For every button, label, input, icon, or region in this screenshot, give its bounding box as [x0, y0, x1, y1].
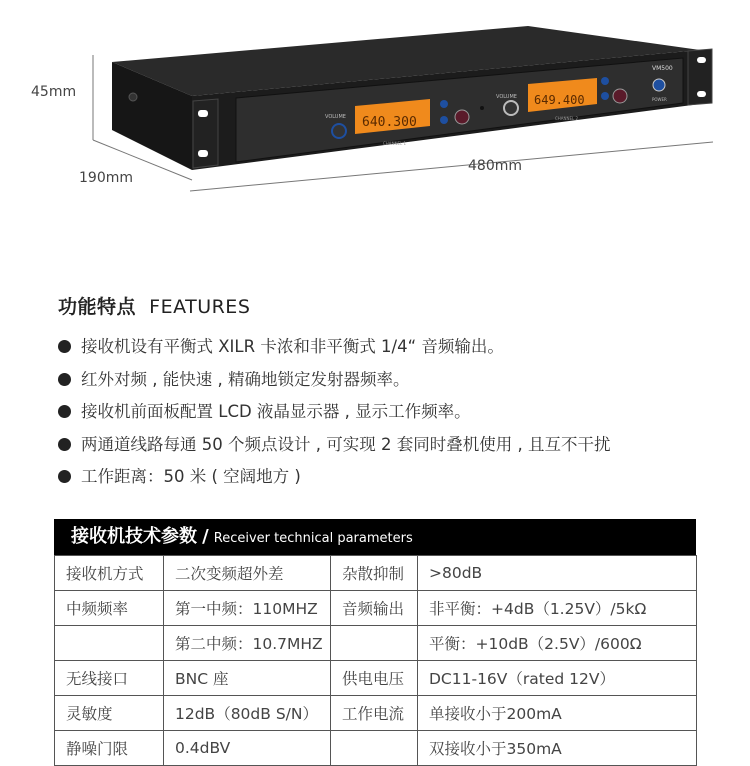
lcd-frequency-1: 640.300 [362, 115, 417, 130]
table-row [55, 731, 697, 766]
table-row [55, 661, 697, 696]
table-cell: 第二中频：10.7MHZ [164, 626, 331, 661]
features-list [58, 331, 718, 494]
height-dimension: 45mm [31, 84, 77, 100]
table-cell: 无线接口 [55, 661, 164, 696]
table-cell: 接收机方式 [55, 556, 164, 591]
bullet-icon [58, 438, 71, 451]
bullet-icon [58, 405, 71, 418]
bullet-icon [58, 373, 71, 386]
bullet-icon [58, 470, 71, 483]
specs-title-en: Receiver technical parameters [213, 531, 413, 546]
feature-item: 工作距离：50 米 ( 空阔地方 ) [58, 461, 718, 494]
volume-label-1: VOLUME [325, 114, 346, 120]
table-cell: 工作电流 [331, 696, 418, 731]
width-dimension: 480mm [468, 158, 522, 174]
table-row [55, 591, 697, 626]
bullet-icon [58, 340, 71, 353]
features-title [58, 292, 718, 319]
table-cell [55, 626, 164, 661]
feature-item: 接收机设有平衡式 XILR 卡浓和非平衡式 1/4“ 音频输出。 [58, 331, 718, 364]
power-label: POWER [652, 97, 667, 102]
table-row [55, 626, 697, 661]
rack-ear-left [193, 99, 218, 168]
features-section [58, 292, 718, 494]
power-button [653, 79, 665, 91]
specs-section [54, 519, 696, 766]
ir-sensor [480, 106, 484, 110]
features-title-en: FEATURES [149, 296, 251, 318]
down-button-1 [440, 116, 448, 124]
model-label: VM500 [652, 65, 673, 72]
table-cell: BNC 座 [164, 661, 331, 696]
table-cell: 杂散抑制 [331, 556, 418, 591]
up-button-2 [601, 77, 609, 85]
specs-table [54, 555, 697, 766]
table-cell [331, 626, 418, 661]
set-button-2 [613, 89, 627, 103]
table-cell: DC11-16V（rated 12V） [418, 661, 697, 696]
table-cell: 平衡：+10dB（2.5V）/600Ω [418, 626, 697, 661]
volume-knob-2 [504, 101, 518, 115]
table-cell: 双接收小于350mA [418, 731, 697, 766]
table-cell: 中频频率 [55, 591, 164, 626]
channel-label-1: CHANNEL 1 [383, 141, 407, 146]
table-cell: 供电电压 [331, 661, 418, 696]
product-image [0, 0, 750, 250]
table-cell: 二次变频超外差 [164, 556, 331, 591]
feature-item: 两通道线路每通 50 个频点设计 , 可实现 2 套同时叠机使用 , 且互不干扰 [58, 429, 718, 462]
feature-item: 红外对频 , 能快速 , 精确地锁定发射器频率。 [58, 364, 718, 397]
table-cell: 音频输出 [331, 591, 418, 626]
lcd-frequency-2: 649.400 [534, 93, 585, 107]
volume-knob-1 [332, 124, 346, 138]
table-cell: 0.4dBV [164, 731, 331, 766]
table-cell: 单接收小于200mA [418, 696, 697, 731]
channel-label-2: CHANNEL 2 [555, 116, 579, 121]
table-cell: 静噪门限 [55, 731, 164, 766]
table-cell: 12dB（80dB S/N） [164, 696, 331, 731]
table-cell: >80dB [418, 556, 697, 591]
feature-item: 接收机前面板配置 LCD 液晶显示器 , 显示工作频率。 [58, 396, 718, 429]
set-button-1 [455, 110, 469, 124]
volume-label-2: VOLUME [496, 94, 517, 100]
table-cell: 非平衡：+4dB（1.25V）/5kΩ [418, 591, 697, 626]
table-cell: 灵敏度 [55, 696, 164, 731]
table-row [55, 556, 697, 591]
table-row [55, 696, 697, 731]
up-button-1 [440, 100, 448, 108]
depth-dimension: 190mm [79, 170, 133, 186]
table-cell: 第一中频：110MHZ [164, 591, 331, 626]
receiver-illustration [0, 0, 750, 250]
specs-title-cn: 接收机技术参数 [71, 526, 197, 547]
down-button-2 [601, 92, 609, 100]
table-cell [331, 731, 418, 766]
specs-header [54, 519, 696, 555]
features-title-cn: 功能特点 [58, 296, 137, 318]
specs-title-separator: / [202, 526, 209, 547]
